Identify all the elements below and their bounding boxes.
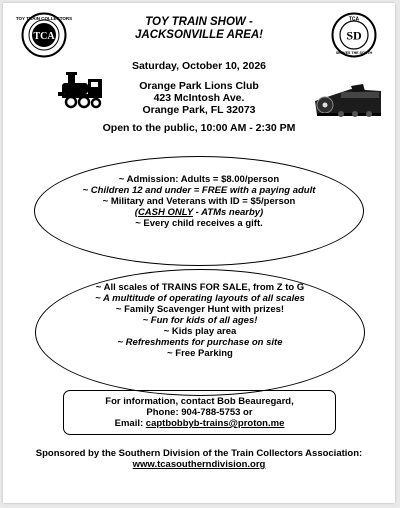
email-label: Email:	[114, 418, 146, 429]
tca-southern-division-logo-icon	[331, 12, 377, 58]
flyer-page	[3, 3, 395, 503]
logo-right-top-text: TCA	[348, 16, 360, 23]
show-title	[73, 16, 325, 42]
venue-city: Orange Park, FL 32073	[142, 104, 256, 116]
logo-right-letters: SD	[346, 28, 362, 43]
logo-left-letters: TCA	[33, 31, 55, 42]
feature-trains-for-sale: ~ All scales of TRAINS FOR SALE, from Z to G	[95, 282, 305, 293]
feature-scavenger-hunt: ~ Family Scavenger Hunt with prizes!	[115, 304, 285, 315]
admission-adults: ~ Admission: Adults = $8.00/person	[118, 174, 280, 185]
admission-details	[35, 174, 363, 229]
admission-gift: ~ Every child receives a gift.	[135, 218, 263, 229]
feature-layouts: ~ A multitude of operating layouts of all scales	[95, 293, 305, 304]
feature-refreshments: ~ Refreshments for purchase on site	[117, 337, 283, 348]
sponsor-text: Sponsored by the Southern Division of the Train Collectors Association:	[35, 448, 363, 459]
email-link[interactable]: captbobbyb-trains@proton.me	[145, 418, 285, 429]
sponsor-info	[13, 448, 385, 470]
logo-left-ring-text: TOY TRAIN COLLECTORS	[15, 16, 73, 21]
contact-email-line	[64, 418, 335, 429]
locomotive-photo-icon	[311, 81, 383, 119]
cash-only-text: CASH ONLY	[137, 207, 194, 218]
admission-military: ~ Military and Veterans with ID = $5/person	[102, 196, 296, 207]
feature-fun-for-kids: ~ Fun for kids of all ages!	[142, 315, 258, 326]
feature-free-parking: ~ Free Parking	[167, 348, 233, 359]
venue-name: Orange Park Lions Club	[139, 80, 259, 92]
features-list	[36, 282, 364, 359]
venue-street: 423 McIntosh Ave.	[153, 92, 245, 104]
venue-address	[103, 80, 295, 116]
title-line-2: JACKSONVILLE AREA!	[135, 29, 263, 41]
feature-play-area: ~ Kids play area	[163, 326, 237, 337]
public-hours: Open to the public, 10:00 AM - 2:30 PM	[102, 122, 296, 134]
website-link[interactable]: www.tcasoutherndivision.org	[132, 459, 266, 470]
atm-note-text: - ATMs nearby)	[193, 207, 264, 218]
contact-box	[63, 390, 336, 435]
admission-children: ~ Children 12 and under = FREE with a paying adult	[82, 185, 316, 196]
title-line-1: TOY TRAIN SHOW -	[145, 16, 253, 28]
contact-phone: Phone: 904-788-5753 or	[146, 407, 253, 418]
features-oval	[35, 269, 365, 396]
logo-right-bottom-text: SERVES THE SOUTH	[335, 51, 373, 55]
admission-oval	[34, 156, 364, 266]
admission-cash-note: (CASH ONLY - ATMs nearby)	[134, 207, 264, 218]
event-date: Saturday, October 10, 2026	[131, 60, 267, 72]
contact-name: For information, contact Bob Beauregard,	[105, 396, 294, 407]
steam-locomotive-icon	[56, 71, 104, 109]
tca-collectors-logo-icon	[15, 12, 73, 58]
